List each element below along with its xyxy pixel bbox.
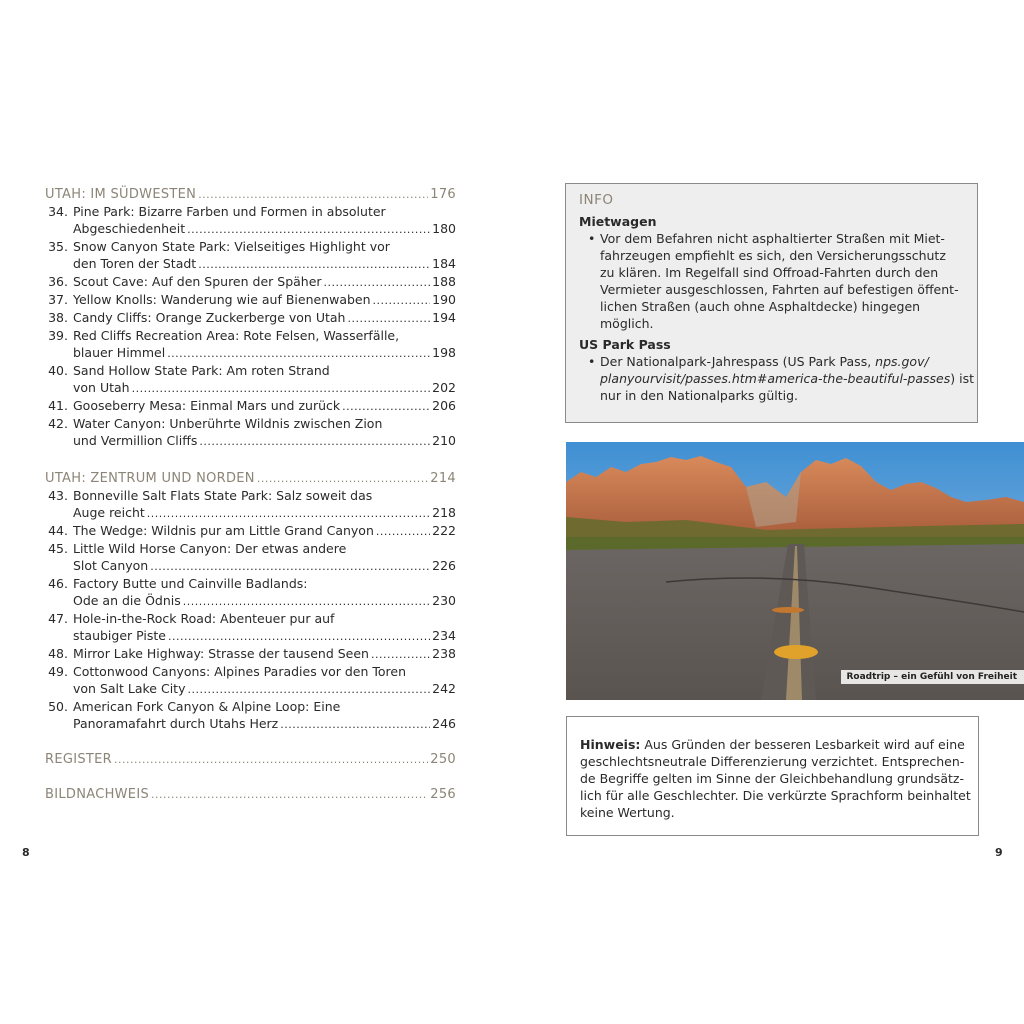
toc-section-heading: UTAH: ZENTRUM UND NORDEN ..... 214 bbox=[45, 470, 456, 487]
roadtrip-photo bbox=[566, 442, 1024, 700]
toc-entry: 42. Water Canyon: Unberührte Wildnis zwischen Zion und Vermillion Cliffs ..... 210 bbox=[45, 415, 456, 450]
toc-entry: 40. Sand Hollow State Park: Am roten Strand von Utah ..... 202 bbox=[45, 362, 456, 397]
toc-entry: 44. The Wedge: Wildnis pur am Little Grand Canyon ..... 222 bbox=[45, 522, 456, 540]
road-landscape-image bbox=[566, 442, 1024, 700]
toc-section-heading: UTAH: IM SÜDWESTEN ..... 176 bbox=[45, 186, 456, 203]
note-box: Hinweis: Aus Gründen der besseren Lesbarkeit wird auf eine geschlechtsneutrale Differenzierung verzichtet. Entsprechen- de Begriffe gelten im Sinne der Gleichbehandlung grundsätz- lich für alle Geschlechter. Die verkürzte Sprachform beinhaltet keine Wertung. bbox=[566, 716, 979, 836]
toc-entry: 48. Mirror Lake Highway: Strasse der tausend Seen ..... 238 bbox=[45, 645, 456, 663]
info-heading: INFO bbox=[579, 192, 614, 208]
toc-entry: 36. Scout Cave: Auf den Spuren der Späher ..... 188 bbox=[45, 273, 456, 291]
toc-entry: 41. Gooseberry Mesa: Einmal Mars und zurück ..... 206 bbox=[45, 397, 456, 415]
info-subheading-rental: Mietwagen bbox=[579, 214, 657, 229]
toc-entry: 47. Hole-in-the-Rock Road: Abenteuer pur auf staubiger Piste ..... 234 bbox=[45, 610, 456, 645]
photo-caption: Roadtrip – ein Gefühl von Freiheit bbox=[841, 670, 1024, 684]
toc-entry: 50. American Fork Canyon & Alpine Loop: Eine Panoramafahrt durch Utahs Herz ..... 246 bbox=[45, 698, 456, 733]
toc-section-heading: BILDNACHWEIS ..... 256 bbox=[45, 786, 456, 803]
info-subheading-park-pass: US Park Pass bbox=[579, 337, 671, 352]
toc-entry: 34. Pine Park: Bizarre Farben und Formen in absoluter Abgeschiedenheit ..... 180 bbox=[45, 203, 456, 238]
toc-entry: 46. Factory Butte und Cainville Badlands: Ode an die Ödnis ..... 230 bbox=[45, 575, 456, 610]
info-bullet-rental: • Vor dem Befahren nicht asphaltierter Straßen mit Miet- fahrzeugen empfiehlt es sich, den Versicherungsschutz zu klären. Im Regelfall sind Offroad-Fahrten durch den Vermieter ausgeschlossen, Fahrten auf befestigen öffent- lichen Straßen (auch ohne Asphaltdecke) hingegen möglich. bbox=[588, 231, 959, 331]
toc-entry: 45. Little Wild Horse Canyon: Der etwas andere Slot Canyon ..... 226 bbox=[45, 540, 456, 575]
toc-entry: 49. Cottonwood Canyons: Alpines Paradies vor den Toren von Salt Lake City ..... 242 bbox=[45, 663, 456, 698]
toc-entry: 43. Bonneville Salt Flats State Park: Salz soweit das Auge reicht ..... 218 bbox=[45, 487, 456, 522]
toc-entry: 39. Red Cliffs Recreation Area: Rote Felsen, Wasserfälle, blauer Himmel ..... 198 bbox=[45, 327, 456, 362]
park-pass-link: nps.gov/ bbox=[875, 354, 929, 369]
page-number-left: 8 bbox=[22, 846, 30, 859]
info-box bbox=[565, 183, 978, 423]
toc-section-heading: REGISTER ..... 250 bbox=[45, 751, 456, 768]
toc-entry: 38. Candy Cliffs: Orange Zuckerberge von Utah ..... 194 bbox=[45, 309, 456, 327]
page-number-right: 9 bbox=[995, 846, 1003, 859]
toc-entry: 35. Snow Canyon State Park: Vielseitiges Highlight vor den Toren der Stadt ..... 184 bbox=[45, 238, 456, 273]
table-of-contents bbox=[45, 186, 456, 803]
toc-entry: 37. Yellow Knolls: Wanderung wie auf Bienenwaben ..... 190 bbox=[45, 291, 456, 309]
info-bullet-park-pass: • Der Nationalpark-Jahrespass (US Park Pass, nps.gov/ planyourvisit/passes.htm#america-the-beautiful-passes) ist nur in den Nationalparks gültig. bbox=[588, 354, 975, 403]
park-pass-link-cont: planyourvisit/passes.htm#america-the-beautiful-passes bbox=[600, 371, 951, 386]
note-label: Hinweis: bbox=[580, 737, 641, 752]
